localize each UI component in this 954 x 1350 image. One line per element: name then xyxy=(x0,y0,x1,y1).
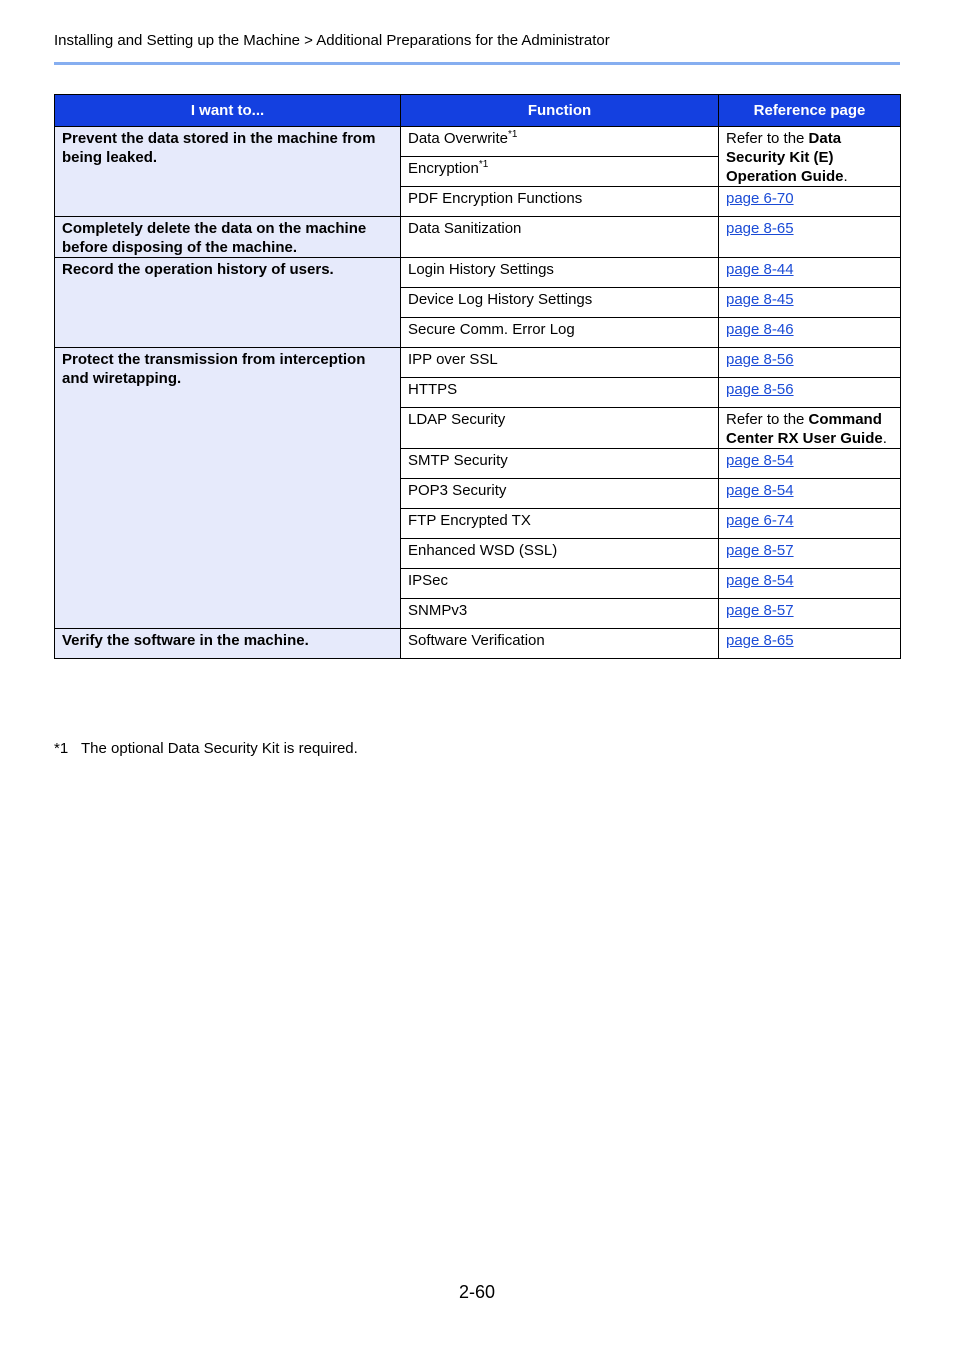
reference-suffix: . xyxy=(843,168,848,185)
footnote-reference: *1 xyxy=(478,159,489,170)
want-cell: Completely delete the data on the machine before disposing of the machine. xyxy=(55,217,401,258)
function-label: Enhanced WSD (SSL) xyxy=(408,542,558,559)
reference-cell xyxy=(719,127,901,187)
footnote xyxy=(54,740,358,758)
header-divider xyxy=(54,62,900,65)
reference-cell xyxy=(719,449,901,479)
reference-page-link[interactable]: page 8-44 xyxy=(726,261,794,278)
function-label: Encryption xyxy=(408,160,479,177)
function-label: PDF Encryption Functions xyxy=(408,190,583,207)
reference-cell xyxy=(719,408,901,449)
page-number: 2-60 xyxy=(458,1282,496,1302)
reference-cell xyxy=(719,539,901,569)
reference-cell xyxy=(719,318,901,348)
reference-cell xyxy=(719,569,901,599)
function-cell xyxy=(401,157,719,187)
function-cell xyxy=(401,348,719,378)
column-header-function: Function xyxy=(401,95,719,127)
function-label: Data Sanitization xyxy=(408,220,522,237)
function-label: FTP Encrypted TX xyxy=(408,512,531,529)
want-cell: Verify the software in the machine. xyxy=(55,629,401,659)
reference-page-link[interactable]: page 8-65 xyxy=(726,220,794,237)
function-cell xyxy=(401,629,719,659)
reference-cell xyxy=(719,629,901,659)
table-row xyxy=(55,217,901,258)
function-label: Secure Comm. Error Log xyxy=(408,321,575,338)
reference-page-link[interactable]: page 8-57 xyxy=(726,602,794,619)
reference-prefix: Refer to the xyxy=(726,411,809,428)
reference-cell xyxy=(719,479,901,509)
reference-guide-title: Command Center RX User Guide xyxy=(726,411,883,447)
reference-cell xyxy=(719,378,901,408)
reference-cell xyxy=(719,187,901,217)
function-label: HTTPS xyxy=(408,381,458,398)
footnote-reference: *1 xyxy=(508,129,518,140)
function-label: Software Verification xyxy=(408,632,545,649)
function-cell xyxy=(401,408,719,449)
table-row xyxy=(55,348,901,378)
column-header-want: I want to... xyxy=(55,95,401,127)
reference-cell xyxy=(719,509,901,539)
table-header-row xyxy=(55,95,901,127)
table-row xyxy=(55,127,901,157)
function-label: IPP over SSL xyxy=(408,351,498,368)
function-cell xyxy=(401,217,719,258)
function-cell xyxy=(401,569,719,599)
reference-page-link[interactable]: page 8-56 xyxy=(726,381,794,398)
function-label: Data Overwrite xyxy=(408,130,509,147)
reference-cell xyxy=(719,288,901,318)
reference-cell xyxy=(719,348,901,378)
reference-page-link[interactable]: page 8-54 xyxy=(726,572,794,589)
function-cell xyxy=(401,509,719,539)
function-cell xyxy=(401,187,719,217)
function-label: LDAP Security xyxy=(408,411,506,428)
table-row xyxy=(55,258,901,288)
function-cell xyxy=(401,599,719,629)
function-cell xyxy=(401,378,719,408)
reference-cell xyxy=(719,258,901,288)
function-cell xyxy=(401,449,719,479)
want-cell: Record the operation history of users. xyxy=(55,258,401,348)
function-cell xyxy=(401,539,719,569)
reference-page-link[interactable]: page 8-54 xyxy=(726,482,794,499)
reference-page-link[interactable]: page 8-56 xyxy=(726,351,794,368)
function-label: POP3 Security xyxy=(408,482,507,499)
reference-page-link[interactable]: page 8-54 xyxy=(726,452,794,469)
reference-page-link[interactable]: page 8-45 xyxy=(726,291,794,308)
function-cell xyxy=(401,479,719,509)
column-header-reference: Reference page xyxy=(719,95,901,127)
want-cell: Prevent the data stored in the machine from being leaked. xyxy=(55,127,401,217)
function-label: SNMPv3 xyxy=(408,602,468,619)
function-cell xyxy=(401,288,719,318)
function-cell xyxy=(401,258,719,288)
function-label: Login History Settings xyxy=(408,261,554,278)
footnote-mark: *1 xyxy=(54,740,69,757)
function-label: SMTP Security xyxy=(408,452,508,469)
reference-page-link[interactable]: page 8-46 xyxy=(726,321,794,338)
function-label: IPSec xyxy=(408,572,449,589)
reference-page-link[interactable]: page 8-57 xyxy=(726,542,794,559)
function-label: Device Log History Settings xyxy=(408,291,593,308)
footnote-text: The optional Data Security Kit is required. xyxy=(81,740,358,757)
reference-cell xyxy=(719,599,901,629)
reference-prefix: Refer to the xyxy=(726,130,809,147)
want-cell: Protect the transmission from interception and wiretapping. xyxy=(55,348,401,629)
reference-guide-title: Data Security Kit (E) Operation Guide xyxy=(726,130,844,185)
function-cell xyxy=(401,318,719,348)
reference-page-link[interactable]: page 6-70 xyxy=(726,190,794,207)
function-reference-table xyxy=(54,94,901,659)
breadcrumb: Installing and Setting up the Machine > Additional Preparations for the Administrator xyxy=(54,32,610,49)
table-row xyxy=(55,629,901,659)
reference-suffix: . xyxy=(882,430,887,447)
reference-page-link[interactable]: page 8-65 xyxy=(726,632,794,649)
reference-cell xyxy=(719,217,901,258)
function-cell xyxy=(401,127,719,157)
reference-page-link[interactable]: page 6-74 xyxy=(726,512,794,529)
